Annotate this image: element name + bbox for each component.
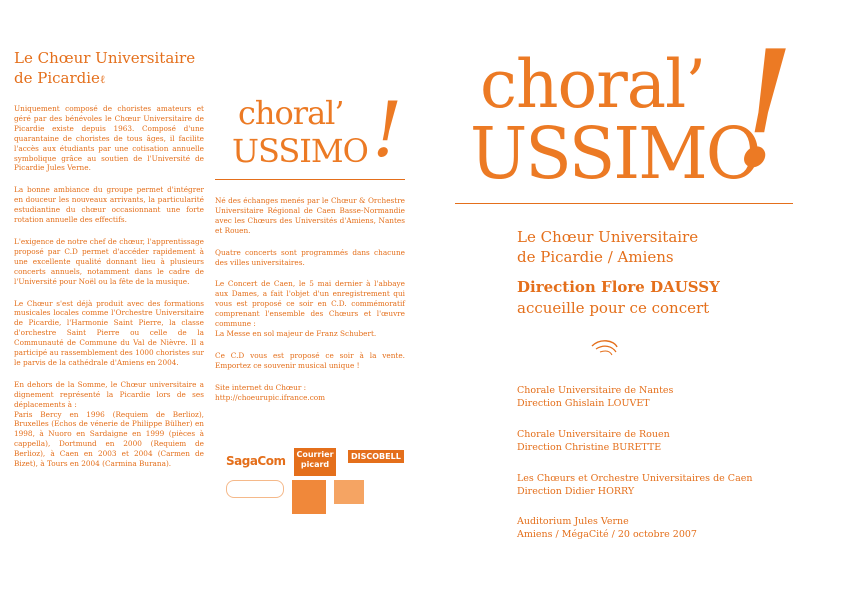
left-paragraph: La bonne ambiance du groupe permet d'intégrer en douceur les nouveaux arrivants, la particularité estudiantine du chœur occasionnant une forte rotation annuelle des effectifs. bbox=[14, 185, 204, 225]
guest-choir-name: Chorale Universitaire de Nantes bbox=[517, 385, 674, 396]
left-paragraph: En dehors de la Somme, le Chœur universitaire a dignement représenté la Picardie lors de ses déplacements à : bbox=[14, 379, 204, 409]
guest-choir-director: Direction Christine BURETTE bbox=[517, 442, 662, 453]
middle-paragraph: La Messe en sol majeur de Franz Schubert. bbox=[215, 328, 377, 338]
guest-choir-name: Les Chœurs et Orchestre Universitaires de Caen bbox=[517, 473, 753, 484]
middle-logo-choral: choral’ bbox=[238, 94, 344, 132]
host-direction: Direction Flore DAUSSY bbox=[517, 278, 720, 296]
main-logo-choral: choral’ bbox=[480, 46, 706, 123]
left-column-text bbox=[14, 104, 204, 478]
middle-divider bbox=[215, 179, 405, 180]
left-heading-line1: Le Chœur Universitaire bbox=[14, 49, 196, 67]
host-choir-line1: Le Chœur Universitaire bbox=[517, 228, 699, 246]
partner-logo-block bbox=[292, 480, 326, 514]
left-heading-line2 bbox=[14, 68, 195, 90]
middle-column-text bbox=[215, 196, 405, 412]
left-heading bbox=[14, 48, 195, 90]
partner-logo-outline bbox=[226, 480, 284, 498]
left-paragraph: Paris Bercy en 1996 (Requiem de Berlioz), Bruxelles (Echos de vénerie de Philippe Bülher) en 1998, à Nuoro en Sardaigne en 1999 (pièces à cappella), Dortmund en 2000 (Requiem de Berlioz), à Caen en 2003 et 2004 (Carmen de Bizet), à Tours en 2004 (Carmina Burana). bbox=[14, 409, 204, 469]
middle-paragraph: Le Concert de Caen, le 5 mai dernier à l'abbaye aux Dames, a fait l'objet d'un enregistrement qui vous est proposé ce soir en C.D. commémoratif comprenant l'ensemble des Chœurs et l'œuvre commune : bbox=[215, 279, 405, 329]
main-logo-ussimo: USSIMO bbox=[470, 112, 760, 196]
welcome-text: accueille pour ce concert bbox=[517, 299, 710, 317]
partner-logo-small bbox=[334, 480, 364, 504]
swash-ornament-icon bbox=[590, 338, 620, 358]
venue-date: Amiens / MégaCité / 20 octobre 2007 bbox=[517, 529, 697, 540]
middle-paragraph: Site internet du Chœur : bbox=[215, 382, 307, 392]
left-paragraph: Uniquement composé de choristes amateurs et géré par des bénévoles le Chœur Universitaire de Picardie existe depuis 1963. Composé d'une quarantaine de choristes de tous âges, il facilite l'accès aux étudiants par une cotisation annuelle symbolique grâce au soutien de l'Université de Picardie Jules Verne. bbox=[14, 104, 204, 173]
sponsor-logos bbox=[220, 444, 410, 524]
venue-info bbox=[517, 515, 817, 541]
discobell-logo: DISCOBELL bbox=[348, 450, 404, 463]
left-paragraph: L'exigence de notre chef de chœur, l'apprentissage proposé par C.D permet d'accéder rapidement à une excellente qualité donnant lieu à plusieurs concerts annuels, notamment dans le cadre de l'Université pour Noël ou la fête de la musique. bbox=[14, 236, 204, 286]
main-logo-bang: ! bbox=[732, 16, 797, 203]
guest-choir bbox=[517, 428, 817, 454]
guest-choir-director: Direction Didier HORRY bbox=[517, 486, 635, 497]
middle-paragraph: Né des échanges menés par le Chœur & Orchestre Universitaire Régional de Caen Basse-Normandie avec les Chœurs des Universités d'Amiens, Nantes et Rouen. bbox=[215, 196, 405, 235]
venue-name: Auditorium Jules Verne bbox=[517, 516, 629, 527]
middle-logo-bang: ! bbox=[372, 85, 403, 174]
sagacom-logo: SagaCom bbox=[226, 454, 286, 468]
website-link[interactable]: http://choeurupic.ifrance.com bbox=[215, 392, 326, 402]
left-heading-line2-text: de Picardie bbox=[14, 69, 100, 87]
guest-choir bbox=[517, 384, 817, 410]
guest-choir-director: Direction Ghislain LOUVET bbox=[517, 398, 650, 409]
main-divider bbox=[455, 203, 793, 204]
middle-logo-ussimo: USSIMO bbox=[232, 132, 368, 170]
guest-choir-name: Chorale Universitaire de Rouen bbox=[517, 429, 670, 440]
host-choir bbox=[517, 227, 817, 267]
swash-icon: ℓ bbox=[99, 73, 106, 86]
courrier-picard-logo: Courrier picard bbox=[294, 448, 336, 476]
middle-paragraph: Ce C.D vous est proposé ce soir à la vente. Emportez ce souvenir musical unique ! bbox=[215, 350, 405, 370]
host-choir-line2: de Picardie / Amiens bbox=[517, 248, 674, 266]
left-paragraph: Le Chœur s'est déjà produit avec des formations musicales locales comme l'Orchestre Universitaire de Picardie, l'Harmonie Saint Pierre, la classe d'orchestre Saint Pierre ou celle de la Communauté de Commune du Val de Nièvre. Il a participé au rassemblement des 1000 choristes sur le parvis de la cathédrale d'Amiens en 2004. bbox=[14, 298, 204, 367]
middle-paragraph: Quatre concerts sont programmés dans chacune des villes universitaires. bbox=[215, 247, 405, 267]
guest-choir bbox=[517, 472, 817, 498]
